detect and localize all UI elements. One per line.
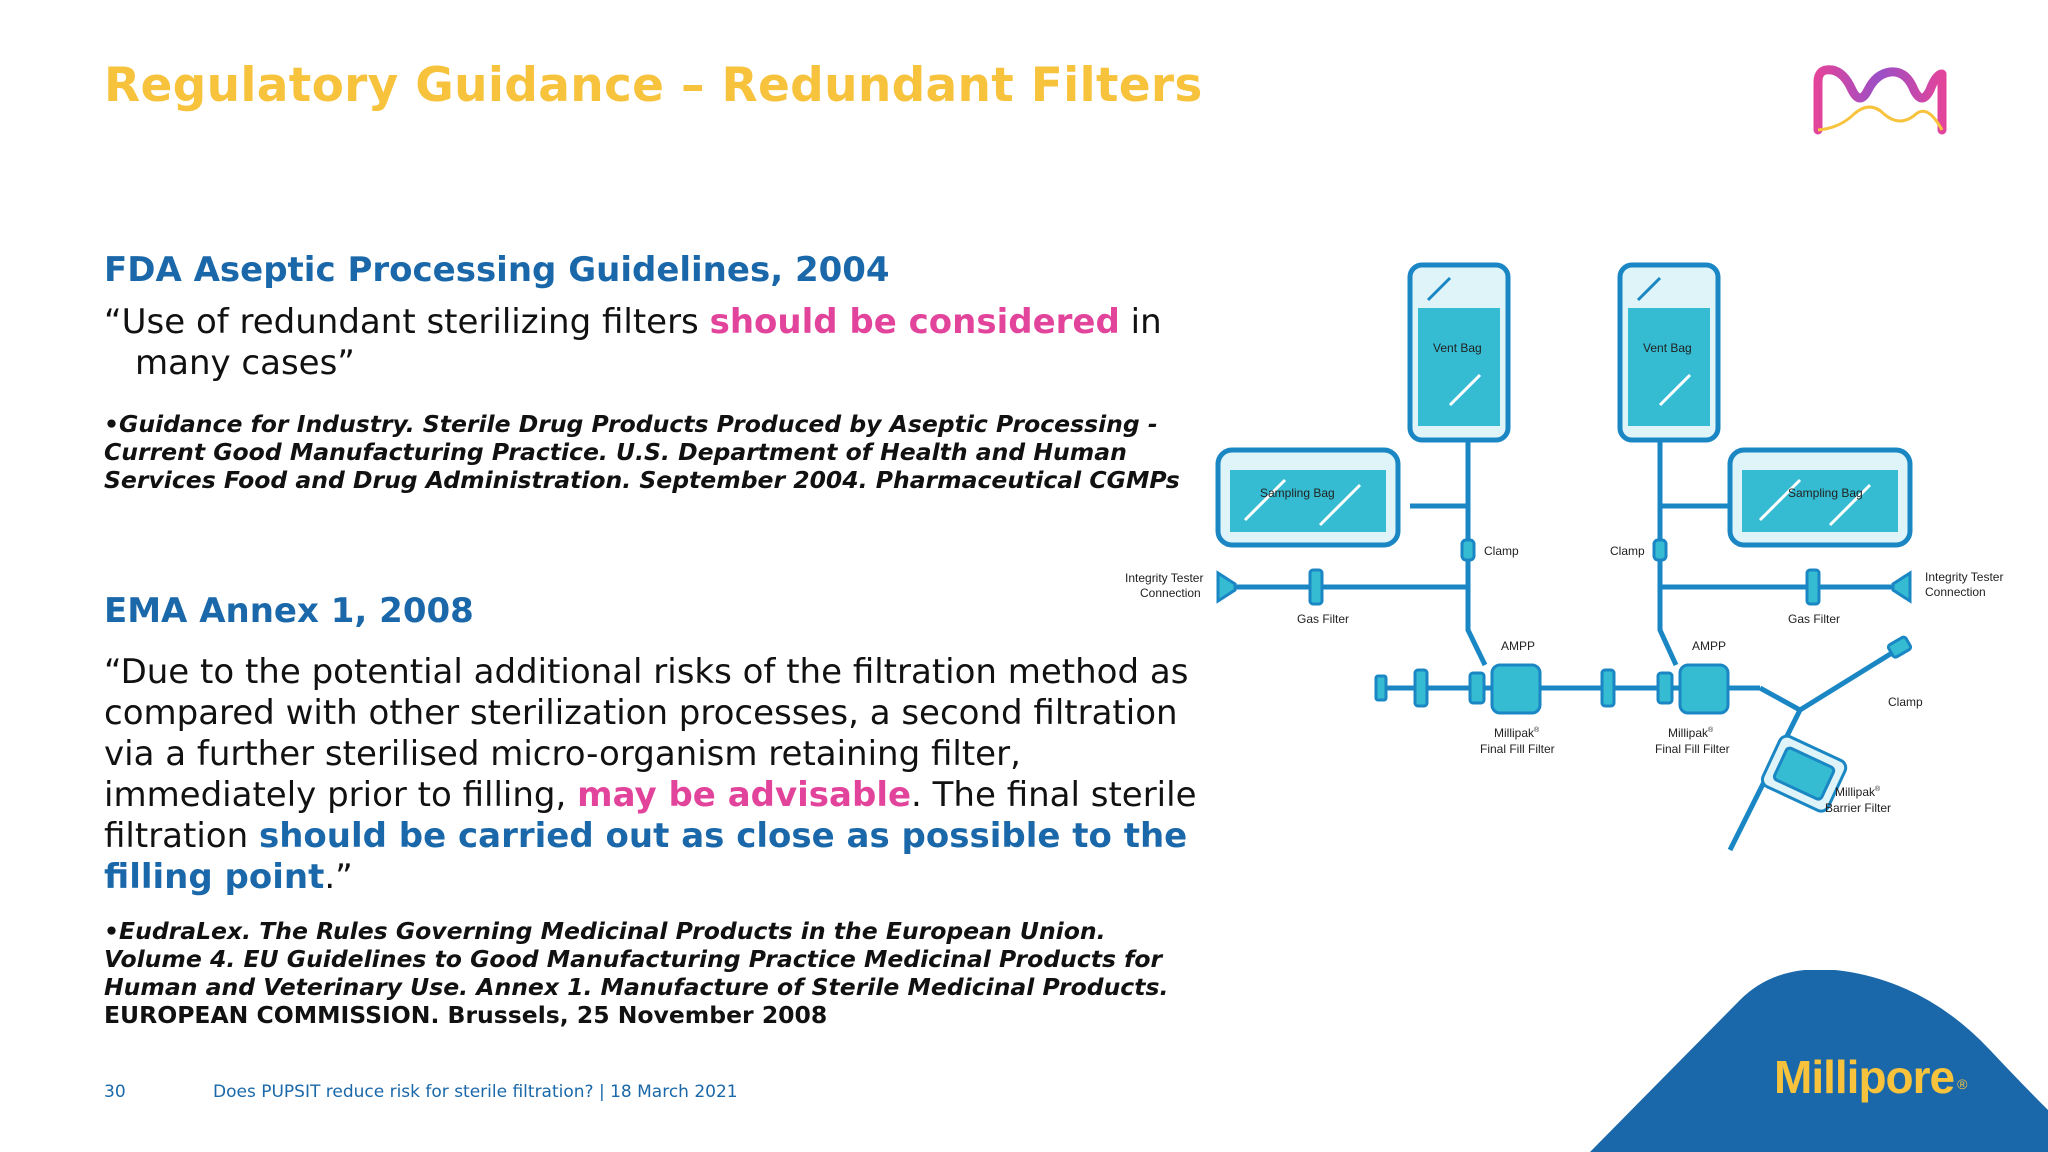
ema-quote-text-end: .” bbox=[324, 857, 353, 897]
ema-quote bbox=[104, 652, 1204, 898]
label-millipak-barrier: Millipak® bbox=[1835, 785, 1881, 799]
fda-quote-highlight: should be considered bbox=[709, 302, 1120, 342]
fda-heading: FDA Aseptic Processing Guidelines, 2004 bbox=[104, 250, 890, 290]
label-millipak-right: Millipak® bbox=[1668, 726, 1714, 740]
footer-text: Does PUPSIT reduce risk for sterile filtration? | 18 March 2021 bbox=[213, 1082, 738, 1102]
fda-quote-line2: many cases” bbox=[135, 343, 355, 383]
label-clamp-left: Clamp bbox=[1484, 544, 1519, 558]
fda-reference-text: Guidance for Industry. Sterile Drug Products Produced by Aseptic Processing - Current Good Manufacturing Practice. U.S. Department of Health and Human Services Food and Drug Administration. September 2004. Pharmaceutical CGMPs bbox=[104, 410, 1180, 494]
fda-quote bbox=[104, 302, 1204, 384]
label-final-fill-filter-left: Final Fill Filter bbox=[1480, 742, 1555, 756]
label-clamp-lower: Clamp bbox=[1888, 695, 1923, 709]
page-title: Regulatory Guidance – Redundant Filters bbox=[104, 58, 1203, 113]
label-ampp-right: AMPP bbox=[1692, 639, 1727, 653]
fda-quote-text-end: in bbox=[1119, 302, 1162, 342]
registered-mark: ® bbox=[1957, 1076, 1967, 1092]
label-integrity-right-2: Connection bbox=[1925, 585, 1986, 599]
label-barrier-filter: Barrier Filter bbox=[1825, 801, 1892, 815]
page-number: 30 bbox=[104, 1082, 126, 1102]
label-sampling-bag-right: Sampling Bag bbox=[1788, 486, 1863, 500]
fda-reference bbox=[104, 410, 1204, 494]
bullet-icon: • bbox=[104, 410, 120, 438]
clamp-lower-icon bbox=[1887, 636, 1911, 658]
label-integrity-right-1: Integrity Tester bbox=[1925, 570, 2004, 584]
ema-quote-highlight-pink: may be advisable bbox=[577, 775, 912, 815]
merck-logo-icon bbox=[1810, 60, 1948, 140]
label-vent-bag-right: Vent Bag bbox=[1643, 341, 1692, 355]
bullet-icon: • bbox=[104, 917, 120, 945]
label-gas-filter-left: Gas Filter bbox=[1297, 612, 1350, 626]
millipore-brand bbox=[1774, 1050, 1966, 1104]
label-sampling-bag-left: Sampling Bag bbox=[1260, 486, 1335, 500]
ema-reference-italic: EudraLex. The Rules Governing Medicinal Products in the European Union. Volume 4. EU Guidelines to Good Manufacturing Practice Medicinal Products for Human and Veterinary Use. Annex 1. Manufacture of Sterile Medicinal Products. bbox=[104, 917, 1169, 1001]
clamp-left-icon bbox=[1462, 540, 1474, 560]
ema-quote-text-mid: . The final sterile filtration bbox=[104, 775, 1197, 856]
inlet-connector-icon bbox=[1376, 676, 1386, 700]
ema-quote-text: “Due to the potential additional risks of the filtration method as compared with other sterilization processes, a second filtration via a further sterilised micro-organism retaining filter, immediately prior to filling, bbox=[104, 652, 1189, 815]
label-final-fill-filter-right: Final Fill Filter bbox=[1655, 742, 1730, 756]
ema-reference-plain: EUROPEAN COMMISSION. Brussels, 25 November 2008 bbox=[104, 1001, 828, 1029]
gas-filter-right-icon bbox=[1807, 570, 1819, 604]
label-gas-filter-right: Gas Filter bbox=[1788, 612, 1841, 626]
redundant-filter-assembly-diagram bbox=[1110, 240, 2010, 880]
clamp-right-icon bbox=[1654, 540, 1666, 560]
millipak-filter-right-icon bbox=[1680, 665, 1728, 713]
integrity-connector-right-icon bbox=[1893, 573, 1910, 601]
ema-reference bbox=[104, 917, 1204, 1029]
tube-to-clamp bbox=[1800, 648, 1900, 710]
millipak-filter-left-icon bbox=[1492, 665, 1540, 713]
label-millipak-left: Millipak® bbox=[1494, 726, 1540, 740]
label-integrity-left-2: Connection bbox=[1140, 586, 1201, 600]
label-ampp-left: AMPP bbox=[1501, 639, 1536, 653]
fda-quote-text: “Use of redundant sterilizing filters bbox=[104, 302, 710, 342]
gas-filter-left-icon bbox=[1310, 570, 1322, 604]
label-clamp-right: Clamp bbox=[1610, 544, 1645, 558]
integrity-connector-left-icon bbox=[1218, 573, 1235, 601]
ema-heading: EMA Annex 1, 2008 bbox=[104, 591, 474, 631]
label-integrity-left-1: Integrity Tester bbox=[1125, 571, 1204, 585]
brand-name: Millipore bbox=[1774, 1051, 1955, 1103]
label-vent-bag-left: Vent Bag bbox=[1433, 341, 1482, 355]
ema-quote-highlight-blue: should be carried out as close as possible to the filling point bbox=[104, 816, 1188, 897]
